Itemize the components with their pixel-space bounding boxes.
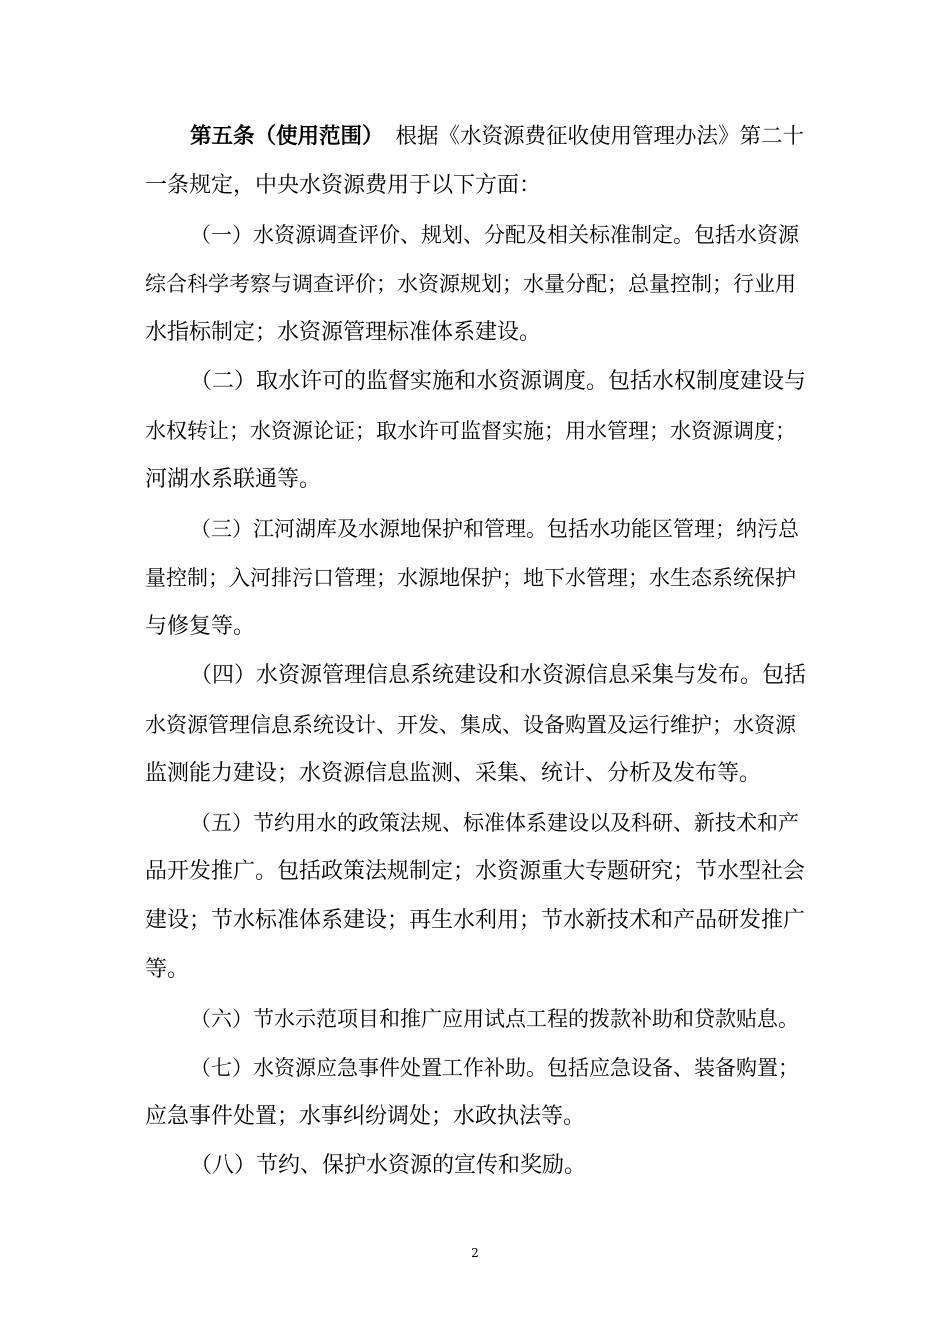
item-7-line-2: 应急事件处置；水事纠纷调处；水政执法等。 [145,1104,586,1129]
item-4-line-2: 水资源管理信息系统设计、开发、集成、设备购置及运行维护；水资源 [145,713,796,737]
item-2-line-2: 水权转让；水资源论证；取水许可监督实施；用水管理；水资源调度； [145,419,796,443]
item-5-line-1: （五）节约用水的政策法规、标准体系建设以及科研、新技术和产 [190,811,799,835]
article-intro-line-1: 根据《水资源费征收使用管理办法》第二十 [395,124,805,149]
article-first-line [190,122,804,152]
item-1-line-2: 综合科学考察与调查评价；水资源规划；水量分配；总量控制；行业用 [145,272,796,296]
item-4-line-1: （四）水资源管理信息系统建设和水资源信息采集与发布。包括 [190,663,807,688]
item-5-line-4: 等。 [145,957,190,982]
item-8-line-1: （八）节约、保护水资源的宣传和奖励。 [190,1153,587,1178]
item-6-line-1: （六）节水示范项目和推广应用试点工程的拨款补助和贷款贴息。 [190,1007,799,1031]
page-number: 2 [471,1246,479,1260]
item-2-line-1: （二）取水许可的监督实施和水资源调度。包括水权制度建设与 [190,369,807,394]
item-1-line-3: 水指标制定；水资源管理标准体系建设。 [145,320,542,345]
item-3-line-3: 与修复等。 [145,614,256,639]
article-intro-line-2: 一条规定，中央水资源费用于以下方面： [145,173,542,198]
article-heading: 第五条（使用范围） [190,124,384,149]
item-4-line-3: 监测能力建设；水资源信息监测、采集、统计、分析及发布等。 [145,761,762,786]
item-1-line-1: （一）水资源调查评价、规划、分配及相关标准制定。包括水资源 [190,223,799,247]
item-5-line-3: 建设；节水标准体系建设；再生水利用；节水新技术和产品研发推广 [145,908,806,933]
item-7-line-1: （七）水资源应急事件处置工作补助。包括应急设备、装备购置； [190,1056,799,1080]
item-2-line-3: 河湖水系联通等。 [145,467,322,492]
item-3-line-2: 量控制；入河排污口管理；水源地保护；地下水管理；水生态系统保护 [145,566,796,590]
item-5-line-2: 品开发推广。包括政策法规制定；水资源重大专题研究；节水型社会 [145,859,806,884]
item-3-line-1: （三）江河湖库及水源地保护和管理。包括水功能区管理；纳污总 [190,517,799,541]
